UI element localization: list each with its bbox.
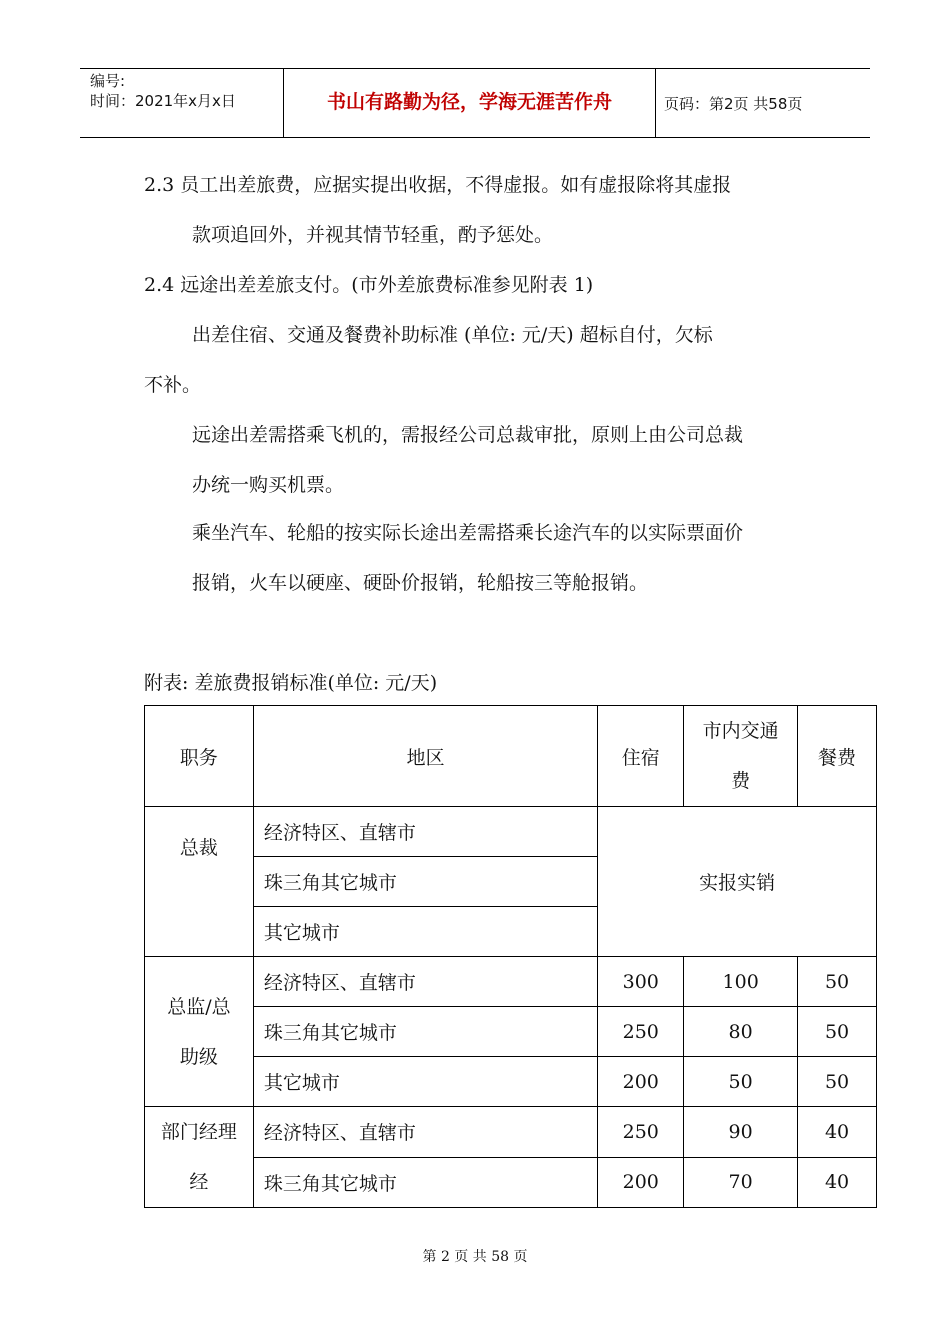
lodging-cell: 300: [598, 957, 684, 1007]
header-transport-line-2: 费: [731, 770, 751, 792]
role-line-2: 经: [189, 1171, 209, 1193]
role-cell: [145, 957, 254, 1107]
document-number-label: 编号:: [90, 72, 126, 90]
transport-cell: 80: [684, 1007, 798, 1057]
role-cell: 总裁: [145, 807, 254, 957]
document-date: 时间：2021年x月x日: [90, 92, 236, 110]
region-cell: 珠三角其它城市: [253, 1007, 597, 1057]
header-transport-line-1: 市内交通: [702, 720, 779, 742]
role-cell: [145, 1107, 254, 1208]
transport-cell: 90: [684, 1107, 798, 1158]
airfare-paragraph-line-2: 办统一购买机票。: [192, 474, 345, 496]
header-transport: [684, 706, 798, 807]
meal-cell: 40: [798, 1157, 877, 1208]
paragraph-2-3-line-1: 2.3 员工出差旅费，应据实提出收据，不得虚报。如有虚报除将其虚报: [144, 174, 732, 196]
airfare-paragraph-line-1: 远途出差需搭乘飞机的，需报经公司总裁审批，原则上由公司总裁: [192, 424, 744, 446]
page-header: [80, 68, 870, 138]
header-lodging: 住宿: [598, 706, 684, 807]
region-cell: 经济特区、直辖市: [253, 1107, 597, 1158]
table-caption: 附表: 差旅费报销标准(单位: 元/天): [144, 672, 438, 694]
region-cell: 其它城市: [253, 1057, 597, 1107]
role-line-2: 助级: [179, 1045, 218, 1068]
role-line-1: 总监/总: [167, 995, 231, 1018]
region-cell: 珠三角其它城市: [253, 1157, 597, 1208]
region-cell: 经济特区、直辖市: [253, 807, 597, 857]
role-line-1: 部门经理: [160, 1121, 237, 1143]
header-role: 职务: [145, 706, 254, 807]
table-row: [145, 1107, 877, 1158]
merged-value-cell: 实报实销: [598, 807, 877, 957]
meal-cell: 40: [798, 1107, 877, 1158]
region-cell: 经济特区、直辖市: [253, 957, 597, 1007]
standard-paragraph-line-2: 不补。: [144, 374, 202, 396]
header-divider: [655, 69, 656, 137]
transport-cell: 70: [684, 1157, 798, 1208]
meal-cell: 50: [798, 1057, 877, 1107]
lodging-cell: 200: [598, 1057, 684, 1107]
lodging-cell: 250: [598, 1007, 684, 1057]
ground-transport-paragraph-line-2: 报销，火车以硬座、硬卧价报销，轮船按三等舱报销。: [192, 572, 649, 594]
paragraph-2-4: 2.4 远途出差差旅支付。(市外差旅费标准参见附表 1): [144, 274, 594, 296]
transport-cell: 100: [684, 957, 798, 1007]
table-header-row: [145, 706, 877, 807]
region-cell: 珠三角其它城市: [253, 857, 597, 907]
expense-standard-table: [144, 705, 877, 1208]
page-footer: 第 2 页 共 58 页: [422, 1249, 528, 1265]
paragraph-2-3-line-2: 款项追回外，并视其情节轻重，酌予惩处。: [192, 224, 554, 246]
header-region: 地区: [253, 706, 597, 807]
header-page-info: 页码：第2页 共58页: [664, 95, 803, 113]
table-row: [145, 957, 877, 1007]
meal-cell: 50: [798, 1007, 877, 1057]
transport-cell: 50: [684, 1057, 798, 1107]
header-meal: 餐费: [798, 706, 877, 807]
table-row: [145, 807, 877, 857]
table-row: [145, 1157, 877, 1208]
meal-cell: 50: [798, 957, 877, 1007]
table-row: [145, 1057, 877, 1107]
lodging-cell: 250: [598, 1107, 684, 1158]
header-motto: 书山有路勤为径，学海无涯苦作舟: [326, 91, 612, 113]
header-meta: [90, 71, 236, 111]
standard-paragraph-line-1: 出差住宿、交通及餐费补助标准 (单位: 元/天) 超标自付，欠标: [192, 324, 713, 346]
table-row: [145, 1007, 877, 1057]
ground-transport-paragraph-line-1: 乘坐汽车、轮船的按实际长途出差需搭乘长途汽车的以实际票面价: [192, 522, 744, 544]
region-cell: 其它城市: [253, 907, 597, 957]
lodging-cell: 200: [598, 1157, 684, 1208]
